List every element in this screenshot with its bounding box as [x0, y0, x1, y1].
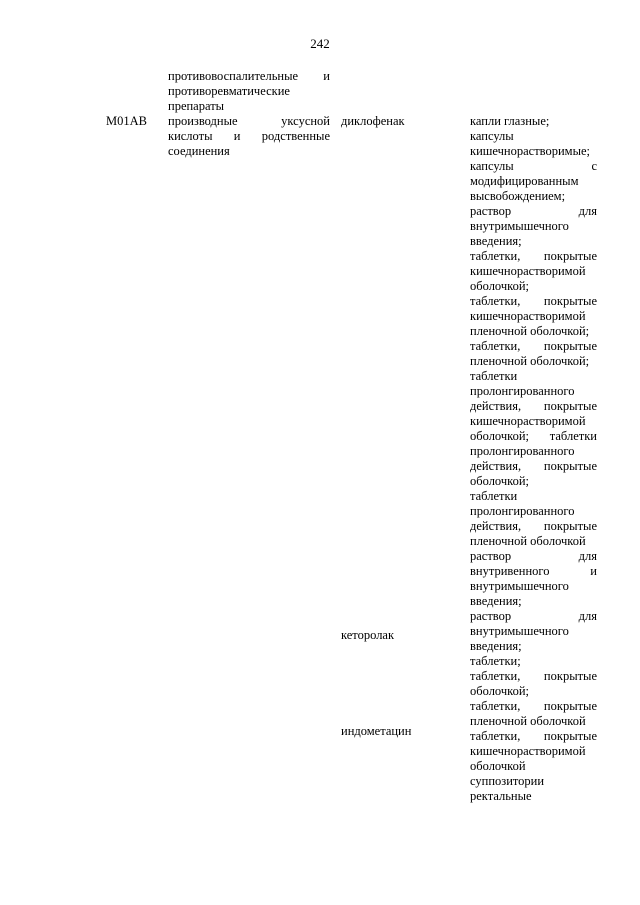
- dosage-form-line: пролонгированного: [470, 504, 575, 518]
- dosage-form-line: высвобождением;: [470, 189, 566, 203]
- dosage-form-line: раствор для: [470, 549, 597, 563]
- dosage-form-line: введения;: [470, 594, 522, 608]
- dosage-form-line: оболочкой;: [470, 474, 529, 488]
- group-heading-line: противоревматические: [168, 84, 290, 98]
- dosage-form-line: кишечнорастворимые;: [470, 144, 590, 158]
- dosage-form-line: введения;: [470, 639, 522, 653]
- dosage-form-line: таблетки, покрытые: [470, 294, 597, 308]
- dosage-form-line: оболочкой: [470, 759, 526, 773]
- dosage-form-line: раствор для: [470, 204, 597, 218]
- group-heading: [168, 69, 330, 114]
- group-heading-line: препараты: [168, 99, 225, 113]
- dosage-form-line: таблетки, покрытые: [470, 339, 597, 353]
- dosage-form-line: кишечнорастворимой: [470, 309, 586, 323]
- dosage-form-line: пролонгированного: [470, 384, 575, 398]
- dosage-form-line: таблетки, покрытые: [470, 729, 597, 743]
- dosage-form-line: внутривенного и: [470, 564, 597, 578]
- dosage-form-line: внутримышечного: [470, 219, 569, 233]
- dosage-form-line: пленочной оболочкой: [470, 714, 586, 728]
- dosage-form-line: пленочной оболочкой;: [470, 354, 590, 368]
- dosage-form-line: раствор для: [470, 609, 597, 623]
- dosage-form-line: внутримышечного: [470, 579, 569, 593]
- group-name-line: соединения: [168, 144, 230, 158]
- group-name-line: производные уксусной: [168, 114, 330, 128]
- drug-name-diclofenac: диклофенак: [341, 114, 405, 128]
- page-number: 242: [310, 36, 330, 51]
- dosage-form-line: введения;: [470, 234, 522, 248]
- dosage-form-line: таблетки, покрытые: [470, 249, 597, 263]
- dosage-form-line: таблетки, покрытые: [470, 669, 597, 683]
- dosage-form-line: кишечнорастворимой: [470, 414, 586, 428]
- drug-name-indometacin: индометацин: [341, 724, 412, 738]
- dosage-form-line: оболочкой;: [470, 279, 529, 293]
- dosage-form-line: ректальные: [470, 789, 532, 803]
- dosage-form-line: суппозитории: [470, 774, 545, 788]
- dosage-form-line: действия, покрытые: [470, 459, 597, 473]
- dosage-form-line: таблетки;: [470, 654, 521, 668]
- dosage-form-line: таблетки, покрытые: [470, 699, 597, 713]
- atc-code: M01AB: [106, 114, 147, 128]
- dosage-form-line: пролонгированного: [470, 444, 575, 458]
- dosage-form-line: оболочкой;: [470, 684, 529, 698]
- group-name-line: кислоты и родственные: [168, 129, 330, 143]
- dosage-form-line: внутримышечного: [470, 624, 569, 638]
- dosage-form-line: таблетки: [470, 369, 518, 383]
- dosage-form-line: капли глазные;: [470, 114, 550, 128]
- group-heading-line: противовоспалительные и: [168, 69, 330, 83]
- drug-name-ketorolac: кеторолак: [341, 628, 395, 642]
- dosage-forms-column: [470, 114, 597, 804]
- group-name: [168, 114, 330, 159]
- dosage-form-line: пленочной оболочкой: [470, 534, 586, 548]
- dosage-form-line: таблетки: [470, 489, 518, 503]
- dosage-form-line: кишечнорастворимой: [470, 264, 586, 278]
- dosage-form-line: капсулы с: [470, 159, 597, 173]
- dosage-form-line: капсулы: [470, 129, 514, 143]
- dosage-form-line: модифицированным: [470, 174, 579, 188]
- dosage-form-line: оболочкой; таблетки: [470, 429, 597, 443]
- dosage-form-line: пленочной оболочкой;: [470, 324, 590, 338]
- dosage-form-line: действия, покрытые: [470, 519, 597, 533]
- dosage-form-line: действия, покрытые: [470, 399, 597, 413]
- dosage-form-line: кишечнорастворимой: [470, 744, 586, 758]
